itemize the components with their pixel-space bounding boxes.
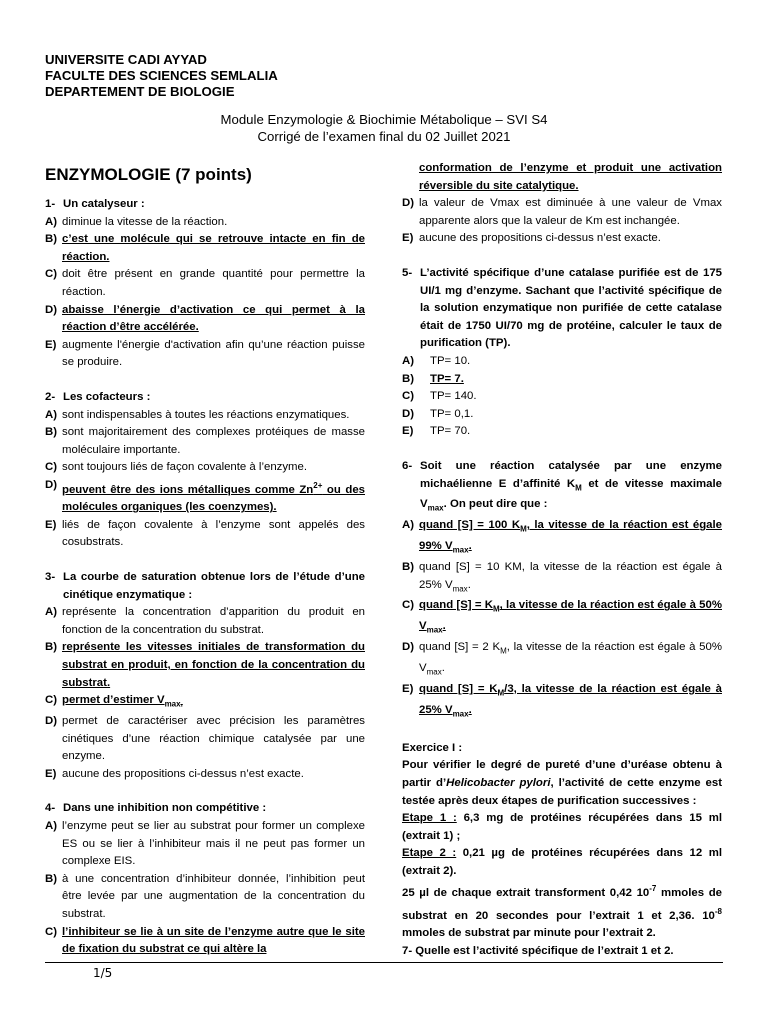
q3-option-d: D) permet de caractériser avec précision les paramètres cinétiques d’une réaction chimique catalysée par une enzyme. (45, 715, 365, 763)
q4-option-a: A) l’enzyme peut se lier au substrat pour former un complexe ES ou se lier à l’inhibiteur mais il ne peut pas former un complexe EIS. (45, 820, 365, 868)
q1-option-b: B) c’est une molécule qui se retrouve intacte en fin de réaction. (45, 233, 365, 263)
module-title: Module Enzymologie & Biochimie Métabolique – SVI S4 (220, 112, 548, 127)
q6-option-a: A) quand [S] = 100 $K_M$, la vitesse de la réaction est égale 99% $V_{max}$. (402, 519, 722, 555)
q6-option-e: E) quand $[S] = K_M/3$, la vitesse de la réaction est égale à 25% $V_{max}$. (402, 682, 722, 719)
exercise-intro: Pour vérifier le degré de pureté d’une d’uréase obtenu à partir d’Helicobacter pylori, l’activité de cette enzyme est testée après deux étapes de purification successives : (402, 759, 722, 807)
right-column (402, 160, 722, 960)
faculty-name: FACULTE DES SCIENCES SEMLALIA (45, 68, 278, 83)
institution-header (45, 52, 278, 100)
question-6: 6- Soit une réaction catalysée par une enzyme michaélienne E d’affinité $K_M$ et de vitesse maximale $V_{max}$. On peut dire que : (402, 459, 722, 513)
q3-option-e: E) aucune des propositions ci-dessus n’est exacte. (45, 767, 304, 780)
question-7: 7- Quelle est l’activité spécifique de l’extrait 1 et 2. (402, 944, 674, 957)
q6-option-c: C) quand $[S] = K_M$, la vitesse de la réaction est égale à 50% $V_{max}$. (402, 599, 722, 635)
exercise-step-1: Etape 1 : 6,3 mg de protéines récupérées dans 15 ml (extrait 1) ; (402, 812, 723, 842)
department-name: DEPARTEMENT DE BIOLOGIE (45, 84, 235, 99)
q1-option-e: E) augmente l'énergie d'activation afin qu’une réaction puisse se produire. (45, 338, 365, 369)
q5-option-b: B) TP= 7. (402, 372, 464, 385)
q2-option-b: B) sont majoritairement des complexes protéiques de masse moléculaire importante. (45, 426, 365, 456)
q3-option-a: A) représente la concentration d’apparition du produit en fonction de la concentration du substrat. (45, 606, 365, 636)
q1-option-c: C) doit être présent en grande quantité pour permettre la réaction. (45, 268, 365, 298)
q4-option-e: E) aucune des propositions ci-dessus n’est exacte. (402, 232, 661, 245)
q4-option-c-continued: conformation de l’enzyme et produit une activation réversible du site catalytique. (419, 162, 722, 192)
q1-option-a: A) diminue la vitesse de la réaction. (45, 215, 228, 228)
question-1: 1- Un catalyseur : (45, 198, 145, 210)
footer-divider (45, 962, 723, 963)
exam-date: Corrigé de l’examen final du 02 Juillet 2021 (257, 129, 511, 144)
q5-option-d: D) TP= 0,1. (402, 407, 474, 420)
q6-option-b: B) quand [S] = 10 KM, la vitesse de la réaction est égale à 25% $V_{max}$. (402, 561, 722, 593)
q6-option-d: D) quand [S] = 2 $K_M$, la vitesse de la réaction est égale à 50% $V_{max}$. (402, 641, 722, 677)
q2-option-d: D) peuvent être des ions métalliques comme $Zn^{2+}$ ou des molécules organiques (les coenzymes). (45, 478, 365, 514)
q4-option-c: C) l’inhibiteur se lie à un site de l’enzyme autre que le site de fixation du substrat ce qui altère la (45, 925, 365, 956)
q2-option-a: A) sont indispensables à toutes les réactions enzymatiques. (45, 408, 350, 421)
question-2: 2- Les cofacteurs : (45, 390, 151, 403)
question-4: 4- Dans une inhibition non compétitive : (45, 802, 267, 815)
q1-option-d: D) abaisse l’énergie d’activation ce qui permet à la réaction d’être accélérée. (45, 303, 365, 334)
q3-option-c: C) permet d’estimer $V_{max.}$ (45, 694, 183, 709)
exercise-data: 25 µl de chaque extrait transforment 0,42 $10^{-7}$ mmoles de substrat en 20 secondes pour l’extrait 1 et 2,36. $10^{-8}$ mmoles de substrat par minute pour l’extrait 2. (402, 884, 722, 940)
exam-subtitle (0, 111, 768, 145)
question-5: 5- L’activité spécifique d’une catalase purifiée est de 175 UI/1 mg d’enzyme. Sachant que l’activité spécifique de la solution enzymatique non purifiée de cette catalase était de 1750 UI/70 mg de protéine, calculer le taux de purification (TP). (402, 266, 722, 350)
university-name: UNIVERSITE CADI AYYAD (45, 52, 207, 67)
exercise-title: Exercice I : (402, 741, 463, 754)
page-number: 1/5 (93, 966, 113, 980)
left-column (45, 160, 365, 959)
q4-option-d: D) la valeur de Vmax est diminuée à une valeur de Vmax apparente alors que la valeur de Km est inchangée. (402, 197, 722, 227)
q2-option-e: E) liés de façon covalente à l’enzyme sont appelés des cosubstrats. (45, 518, 365, 549)
q3-option-b: B) représente les vitesses initiales de transformation du substrat en produit, en fonction de la concentration du substrat. (45, 641, 365, 689)
q5-option-a: A) TP= 10. (402, 354, 471, 367)
section-title: ENZYMOLOGIE (7 points) (45, 165, 252, 184)
q5-option-e: E) TP= 70. (402, 425, 471, 438)
q2-option-c: C) sont toujours liés de façon covalente à l’enzyme. (45, 461, 308, 474)
question-3: 3- La courbe de saturation obtenue lors de l’étude d’une cinétique enzymatique : (45, 571, 365, 601)
q5-option-c: C) TP= 140. (402, 390, 477, 403)
q4-option-b: B) à une concentration d’inhibiteur donnée, l’inhibition peut être levée par une augmentation de la concentration du substrat. (45, 872, 365, 921)
exercise-step-2: Etape 2 : 0,21 µg de protéines récupérées dans 12 ml (extrait 2). (402, 847, 722, 877)
